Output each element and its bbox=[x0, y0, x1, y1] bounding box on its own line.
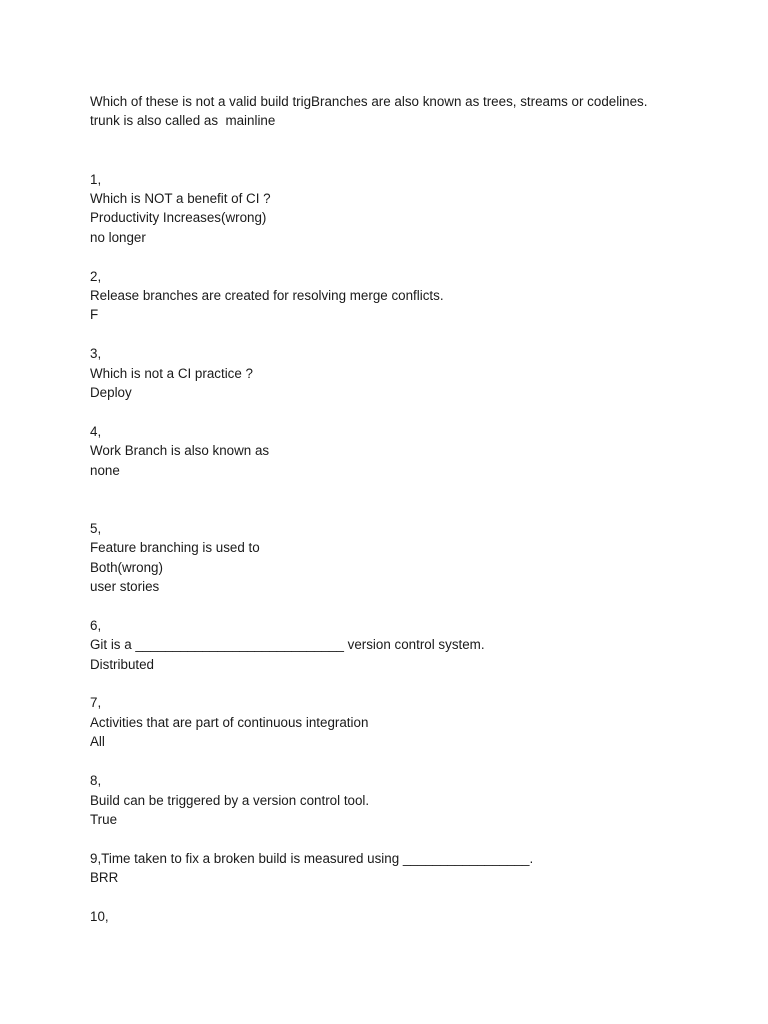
question-text: Activities that are part of continuous integration bbox=[90, 714, 369, 730]
answer-text: Deploy bbox=[90, 385, 132, 401]
question-2 bbox=[90, 267, 730, 325]
question-number: 10, bbox=[90, 908, 109, 924]
question-7 bbox=[90, 693, 730, 751]
answer-text: True bbox=[90, 811, 118, 827]
question-9 bbox=[90, 849, 730, 888]
question-8 bbox=[90, 771, 730, 829]
question-text: 9,Time taken to fix a broken build is measured using _________________. bbox=[90, 850, 534, 866]
question-5 bbox=[90, 519, 730, 597]
answer-text: All bbox=[90, 734, 105, 750]
spacer bbox=[90, 247, 730, 266]
spacer bbox=[90, 131, 730, 170]
intro-line: Which of these is not a valid build trigBranches are also known as trees, streams or codelines. bbox=[90, 94, 648, 109]
spacer bbox=[90, 325, 730, 344]
spacer bbox=[90, 402, 730, 421]
spacer bbox=[90, 888, 730, 907]
question-text: Which is not a CI practice ? bbox=[90, 365, 253, 381]
question-number: 2, bbox=[90, 268, 102, 284]
question-number: 8, bbox=[90, 773, 102, 789]
answer-text: user stories bbox=[90, 579, 160, 595]
question-6 bbox=[90, 616, 730, 674]
spacer bbox=[90, 674, 730, 693]
spacer bbox=[90, 752, 730, 771]
question-number: 3, bbox=[90, 346, 102, 362]
question-text: Build can be triggered by a version control tool. bbox=[90, 792, 370, 808]
answer-text: BRR bbox=[90, 870, 119, 886]
spacer bbox=[90, 596, 730, 615]
question-text: Release branches are created for resolving merge conflicts. bbox=[90, 288, 444, 304]
question-number: 1, bbox=[90, 171, 102, 187]
answer-text: F bbox=[90, 307, 99, 323]
answer-text: no longer bbox=[90, 229, 146, 245]
intro-paragraph bbox=[90, 92, 730, 131]
spacer bbox=[90, 829, 730, 848]
question-number: 7, bbox=[90, 695, 102, 711]
answer-text: none bbox=[90, 462, 120, 478]
question-1 bbox=[90, 170, 730, 248]
spacer bbox=[90, 480, 730, 519]
question-3 bbox=[90, 344, 730, 402]
question-number: 6, bbox=[90, 617, 102, 633]
answer-text: Productivity Increases(wrong) bbox=[90, 210, 267, 226]
question-4 bbox=[90, 422, 730, 480]
question-number: 5, bbox=[90, 520, 102, 536]
answer-text: Both(wrong) bbox=[90, 559, 163, 575]
question-number: 4, bbox=[90, 423, 102, 439]
question-text: Git is a ____________________________ version control system. bbox=[90, 637, 485, 653]
question-10 bbox=[90, 907, 730, 926]
answer-text: Distributed bbox=[90, 656, 155, 672]
question-text: Feature branching is used to bbox=[90, 540, 260, 556]
intro-line: trunk is also called as mainline bbox=[90, 113, 276, 129]
question-text: Work Branch is also known as bbox=[90, 443, 270, 459]
document-body bbox=[90, 92, 730, 926]
question-text: Which is NOT a benefit of CI ? bbox=[90, 191, 271, 207]
